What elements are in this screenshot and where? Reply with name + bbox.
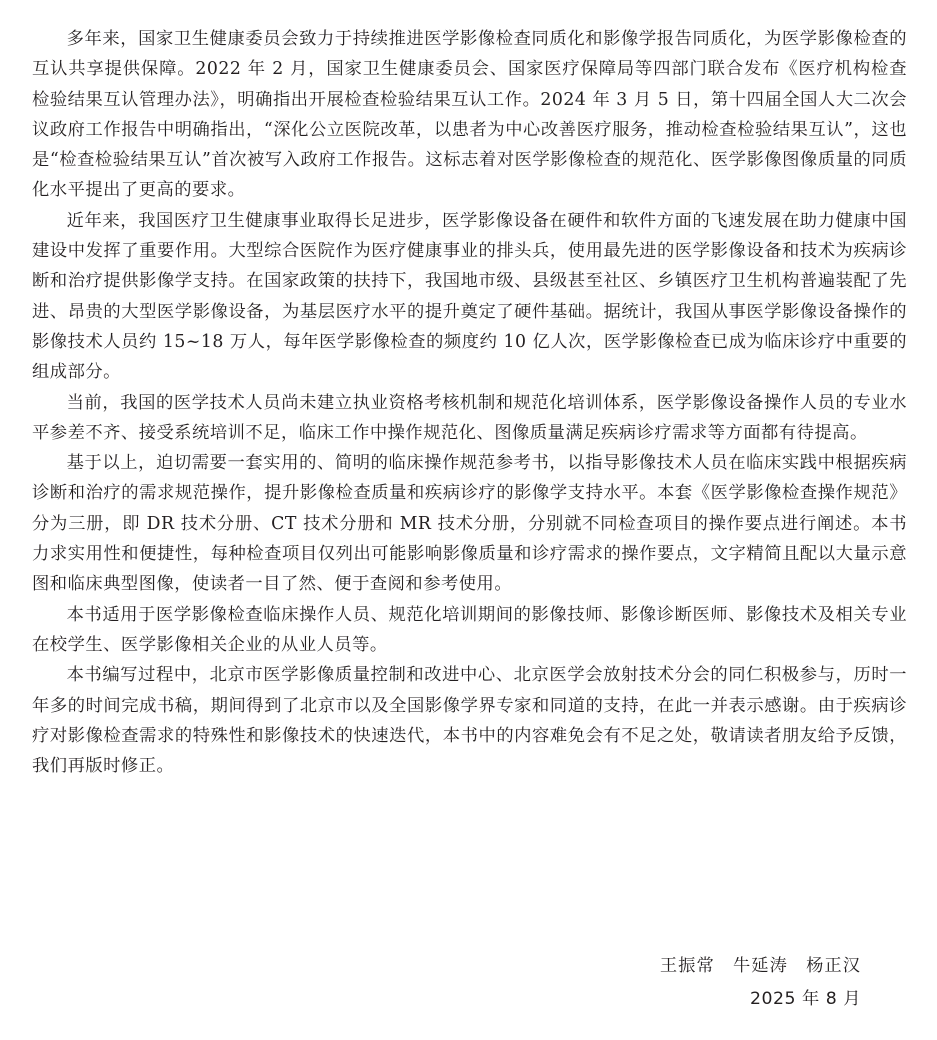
paragraph-5: 本书适用于医学影像检查临床操作人员、规范化培训期间的影像技师、影像诊断医师、影像技术及相关专业在校学生、医学影像相关企业的从业人员等。 <box>32 604 907 655</box>
paragraph-1: 多年来，国家卫生健康委员会致力于持续推进医学影像检查同质化和影像学报告同质化，为医学影像检查的互认共享提供保障。2022 年 2 月，国家卫生健康委员会、国家医疗保障局等四部门联合发布《医疗机构检查检验结果互认管理办法》，明确指出开展检查检验结果互认工作。2024 年 3 月 5 日，第十四届全国人大二次会议政府工作报告中明确指出，“深化公立医院改革，以患者为中心改善医疗服务，推动检查检验结果互认”，这也是“检查检验结果互认”首次被写入政府工作报告。这标志着对医学影像检查的规范化、医学影像图像质量的同质化水平提出了更高的要求。 <box>32 29 907 201</box>
paragraph-3: 当前，我国的医学技术人员尚未建立执业资格考核机制和规范化培训体系，医学影像设备操作人员的专业水平参差不齐、接受系统培训不足，临床工作中操作规范化、图像质量满足疾病诊疗需求等方面都有待提高。 <box>32 392 907 443</box>
signature-block <box>660 950 861 1016</box>
preface-body <box>32 24 907 781</box>
paragraph-4: 基于以上，迫切需要一套实用的、简明的临床操作规范参考书，以指导影像技术人员在临床实践中根据疾病诊断和治疗的需求规范操作，提升影像检查质量和疾病诊疗的影像学支持水平。本套《医学影像检查操作规范》分为三册，即 DR 技术分册、CT 技术分册和 MR 技术分册，分别就不同检查项目的操作要点进行阐述。本书力求实用性和便捷性，每种检查项目仅列出可能影响影像质量和诊疗需求的操作要点，文字精简且配以大量示意图和临床典型图像，使读者一目了然、便于查阅和参考使用。 <box>32 453 907 595</box>
paragraph-2: 近年来，我国医疗卫生健康事业取得长足进步，医学影像设备在硬件和软件方面的飞速发展在助力健康中国建设中发挥了重要作用。大型综合医院作为医疗健康事业的排头兵，使用最先进的医学影像设备和技术为疾病诊断和治疗提供影像学支持。在国家政策的扶持下，我国地市级、县级甚至社区、乡镇医疗卫生机构普遍装配了先进、昂贵的大型医学影像设备，为基层医疗水平的提升奠定了硬件基础。据统计，我国从事医学影像设备操作的影像技术人员约 15~18 万人，每年医学影像检查的频度约 10 亿人次，医学影像检查已成为临床诊疗中重要的组成部分。 <box>32 210 907 383</box>
paragraph-6: 本书编写过程中，北京市医学影像质量控制和改进中心、北京医学会放射技术分会的同仁积极参与，历时一年多的时间完成书稿，期间得到了北京市以及全国影像学界专家和同道的支持，在此一并表示感谢。由于疾病诊疗对影像检查需求的特殊性和影像技术的快速迭代，本书中的内容难免会有不足之处，敬请读者朋友给予反馈，我们再版时修正。 <box>32 665 907 777</box>
signature-date: 2025 年 8 月 <box>749 989 861 1009</box>
author-names: 王振常 牛延涛 杨正汉 <box>659 956 861 976</box>
